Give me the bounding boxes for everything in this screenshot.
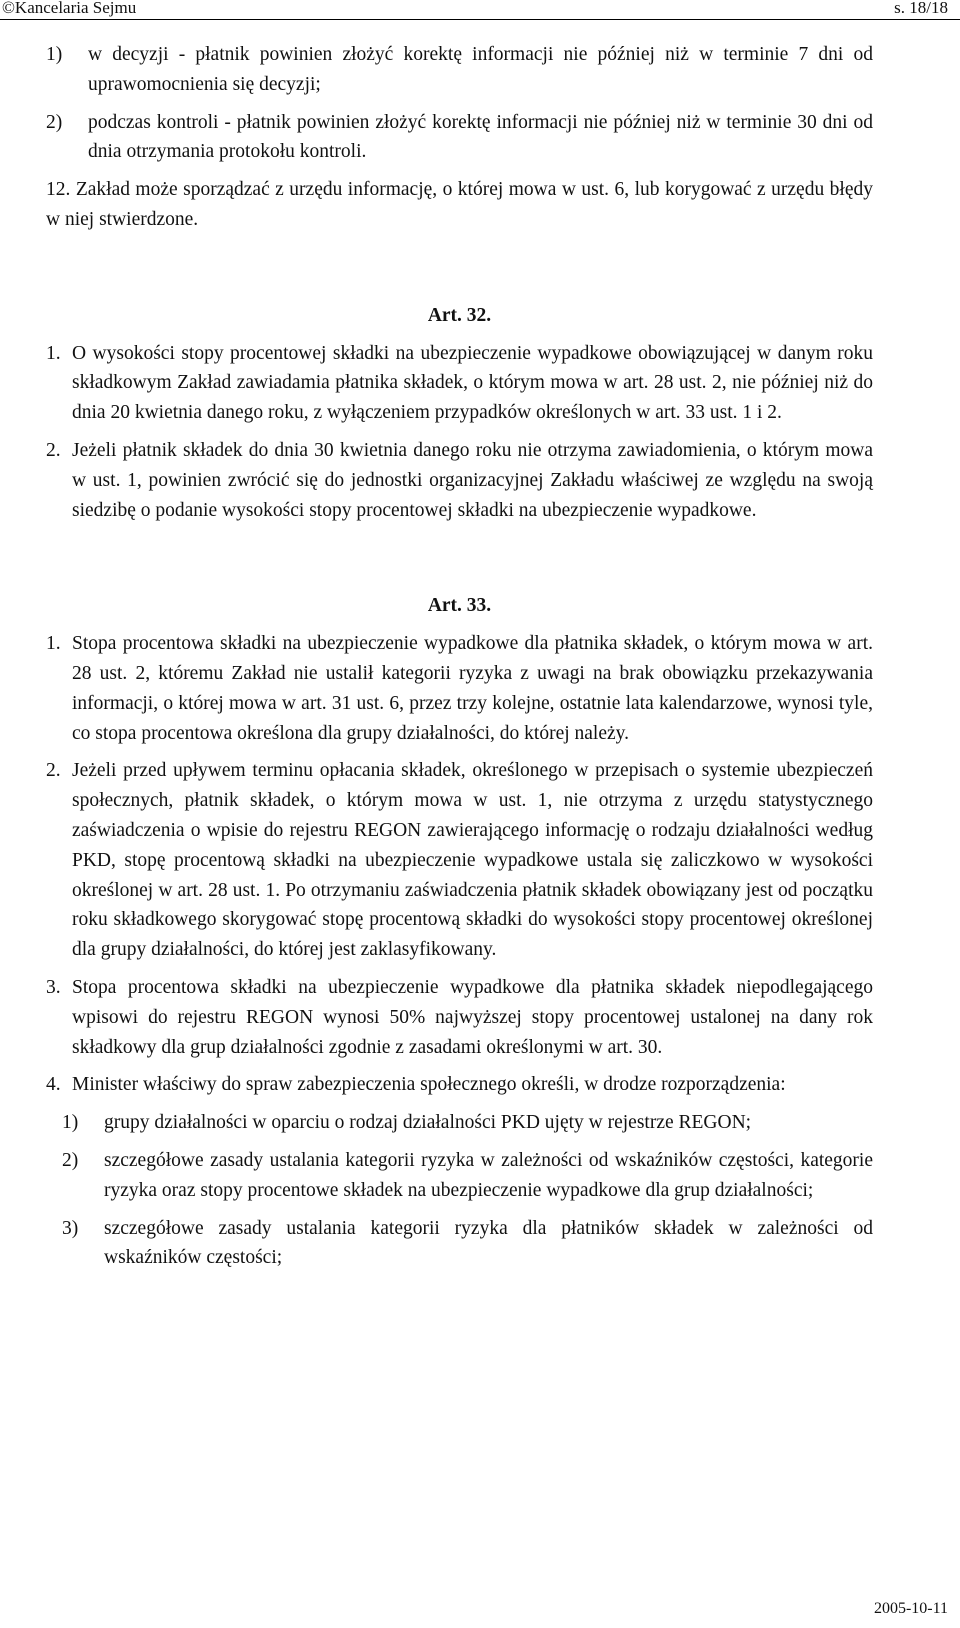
list-item: [46, 436, 873, 525]
source-label: ©Kancelaria Sejmu: [2, 0, 137, 17]
list-item: [62, 1214, 873, 1274]
list-item: [62, 1146, 873, 1206]
header-rule: [0, 19, 960, 20]
document-body: [46, 40, 873, 1281]
list-number: 4.: [46, 1074, 61, 1096]
list-number: 3.: [46, 976, 61, 998]
sub-list: [62, 1108, 873, 1273]
list-item: [46, 1070, 873, 1100]
list-number: 2): [46, 111, 63, 133]
list-number: 1.: [46, 633, 61, 655]
list-text: w decyzji - płatnik powinien złożyć korektę informacji nie później niż w terminie 7 dni od uprawomocnienia się decyzji;: [88, 44, 873, 95]
page-number: s. 18/18: [894, 0, 948, 17]
list-number: 1): [62, 1112, 79, 1134]
list-number: 3): [62, 1217, 79, 1239]
paragraph-12: 12. Zakład może sporządzać z urzędu informację, o której mowa w ust. 6, lub korygować z urzędu błędy w niej stwierdzone.: [46, 179, 873, 230]
list-text: Jeżeli płatnik składek do dnia 30 kwietnia danego roku nie otrzyma zawiadomienia, o którym mowa w ust. 1, powinien zwrócić się do jednostki organizacyjnej Zakładu właściwej ze względu na swoją siedzibę o podanie wysokości stopy procentowej składki na ubezpieczenie wypadkowe.: [72, 439, 873, 521]
list-item: [62, 1108, 873, 1138]
list-text: Minister właściwy do spraw zabezpieczenia społecznego określi, w drodze rozporządzenia:: [72, 1074, 786, 1096]
list-text: Jeżeli przed upływem terminu opłacania składek, określonego w przepisach o systemie ubezpieczeń społecznych, płatnik składek, o którym mowa w ust. 1, nie otrzyma z urzędu statystycznego zaświadczenia o wpisie do rejestru REGON zawierającego informację o rodzaju działalności według PKD, stopę procentową składki na ubezpieczenie wypadkowe ustala się zaliczkowo w wysokości określonej w art. 28 ust. 1. Po otrzymaniu zaświadczenia płatnik składek obowiązany jest od początku roku składkowego skorygować stopę procentową składki do wysokości stopy procentowej określonej dla grupy działalności, do której jest zaklasyfikowany.: [72, 760, 873, 961]
list-number: 1): [46, 44, 63, 65]
list-text: szczegółowe zasady ustalania kategorii ryzyka w zależności od wskaźników częstości, kategorie ryzyka oraz stopy procentowe składek na ubezpieczenie wypadkowe dla grup działalności;: [104, 1149, 873, 1201]
list-item: [46, 339, 873, 428]
list-item: [46, 108, 873, 168]
list-number: 2.: [46, 760, 61, 782]
list-number: 2.: [46, 439, 61, 461]
list-number: 1.: [46, 342, 61, 364]
list-item: [46, 756, 873, 965]
article-33-title: Art. 33.: [427, 595, 492, 617]
list-text: Stopa procentowa składki na ubezpieczenie wypadkowe dla płatnika składek niepodlegającego wpisowi do rejestru REGON wynosi 50% najwyższej stopy procentowej ustalonej na dany rok składkowy dla grup działalności zgodnie z zasadami określonymi w art. 30.: [72, 976, 873, 1058]
list-text: szczegółowe zasady ustalania kategorii ryzyka dla płatników składek w zależności od wskaźników częstości;: [104, 1217, 873, 1269]
footer-date: 2005-10-11: [873, 1600, 948, 1617]
list-text: Stopa procentowa składki na ubezpieczenie wypadkowe dla płatnika składek, o którym mowa w art. 28 ust. 2, któremu Zakład nie ustalił kategorii ryzyka z uwagi na brak obowiązku przekazywania informacji, o której mowa w art. 31 ust. 6, przez trzy kolejne, ostatnie lata kalendarzowe, wynosi tyle, co stopa procentowa określona dla grupy działalności, do której należy.: [72, 633, 873, 744]
list-number: 2): [62, 1149, 79, 1171]
spacer: [46, 243, 873, 301]
list-item: [46, 629, 873, 748]
article-32-title: Art. 32.: [427, 304, 492, 326]
list-text: grupy działalności w oparciu o rodzaj działalności PKD ujęty w rejestrze REGON;: [104, 1112, 752, 1134]
list-item: [46, 40, 873, 100]
list-item: [46, 973, 873, 1062]
list-text: O wysokości stopy procentowej składki na ubezpieczenie wypadkowe obowiązującej w danym roku składkowym Zakład zawiadamia płatnika składek, o którym mowa w art. 28 ust. 2, nie później niż do dnia 20 kwietnia danego roku, z wyłączeniem przypadków określonych w art. 33 ust. 1 i 2.: [72, 342, 873, 424]
page-header: [0, 0, 960, 20]
spacer: [46, 533, 873, 591]
list-text: podczas kontroli - płatnik powinien złożyć korektę informacji nie później niż w terminie 30 dni od dnia otrzymania protokołu kontroli.: [88, 111, 873, 163]
